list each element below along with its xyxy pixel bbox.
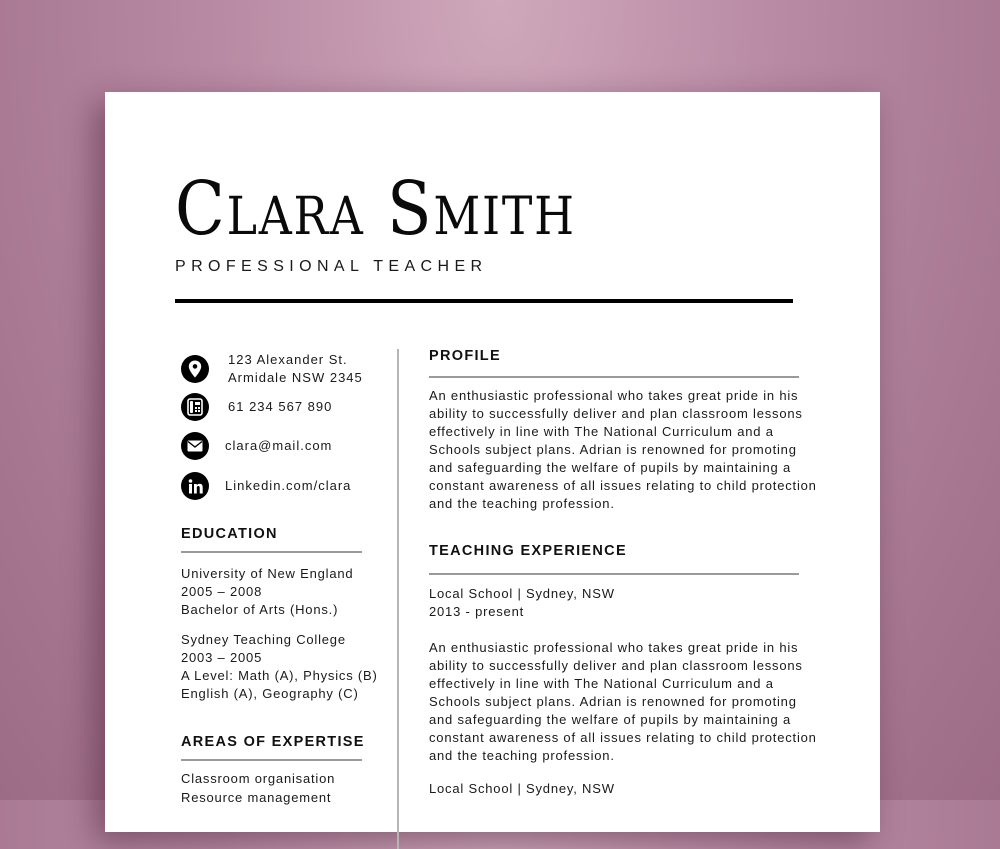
experience-heading: TEACHING EXPERIENCE bbox=[429, 543, 627, 559]
experience-rule bbox=[429, 573, 799, 575]
expertise-list bbox=[181, 769, 381, 807]
expertise-rule bbox=[181, 759, 362, 761]
education-detail: Bachelor of Arts (Hons.) bbox=[181, 602, 339, 617]
profile-line: An enthusiastic professional who takes great pride in his bbox=[429, 388, 799, 403]
resume-title: PROFESSIONAL TEACHER bbox=[175, 258, 488, 275]
profile-heading: PROFILE bbox=[429, 348, 501, 364]
job-line: and safeguarding the welfare of pupils by maintaining a bbox=[429, 712, 791, 727]
job-header bbox=[429, 585, 824, 621]
header-divider bbox=[175, 299, 793, 303]
education-dates: 2005 – 2008 bbox=[181, 584, 263, 599]
resume-name: Clara Smith bbox=[175, 166, 576, 252]
column-divider bbox=[397, 349, 399, 849]
education-detail: English (A), Geography (C) bbox=[181, 686, 359, 701]
education-entry bbox=[181, 565, 381, 619]
profile-text bbox=[429, 387, 824, 513]
job-description bbox=[429, 639, 824, 765]
profile-line: and safeguarding the welfare of pupils by maintaining a bbox=[429, 460, 791, 475]
contact-email bbox=[181, 432, 332, 460]
education-rule bbox=[181, 551, 362, 553]
education-heading: EDUCATION bbox=[181, 526, 278, 542]
expertise-heading: AREAS OF EXPERTISE bbox=[181, 734, 365, 750]
contact-phone-text: 61 234 567 890 bbox=[228, 399, 333, 414]
job-line: and the teaching profession. bbox=[429, 748, 615, 763]
profile-line: effectively in line with The National Curriculum and a bbox=[429, 424, 774, 439]
job-employer: Local School | Sydney, NSW bbox=[429, 781, 615, 796]
contact-email-text: clara@mail.com bbox=[225, 438, 333, 453]
job-line: constant awareness of all issues relating to child protection bbox=[429, 730, 817, 745]
contact-address bbox=[181, 351, 363, 387]
address-line-1: 123 Alexander St. bbox=[228, 352, 348, 367]
education-school: Sydney Teaching College bbox=[181, 632, 346, 647]
profile-line: and the teaching profession. bbox=[429, 496, 615, 511]
job-line: effectively in line with The National Curriculum and a bbox=[429, 676, 774, 691]
education-dates: 2003 – 2005 bbox=[181, 650, 263, 665]
profile-rule bbox=[429, 376, 799, 378]
envelope-icon bbox=[181, 432, 209, 460]
job-line: Schools subject plans. Adrian is renowned for promoting bbox=[429, 694, 797, 709]
profile-line: constant awareness of all issues relating to child protection bbox=[429, 478, 817, 493]
education-detail: A Level: Math (A), Physics (B) bbox=[181, 668, 378, 683]
job-header bbox=[429, 780, 824, 798]
profile-line: Schools subject plans. Adrian is renowned for promoting bbox=[429, 442, 797, 457]
expertise-item: Resource management bbox=[181, 790, 332, 805]
location-pin-icon bbox=[181, 355, 209, 383]
education-school: University of New England bbox=[181, 566, 354, 581]
linkedin-icon bbox=[181, 472, 209, 500]
address-line-2: Armidale NSW 2345 bbox=[228, 370, 363, 385]
contact-phone bbox=[181, 393, 332, 421]
contact-linkedin-text: Linkedin.com/clara bbox=[225, 478, 352, 493]
expertise-item: Classroom organisation bbox=[181, 771, 336, 786]
contact-address-text bbox=[228, 351, 363, 387]
job-dates: 2013 - present bbox=[429, 604, 525, 619]
telephone-icon bbox=[181, 393, 209, 421]
education-entry bbox=[181, 631, 381, 703]
job-line: ability to successfully deliver and plan classroom lessons bbox=[429, 658, 803, 673]
job-line: An enthusiastic professional who takes great pride in his bbox=[429, 640, 799, 655]
resume-sheet bbox=[105, 92, 880, 832]
profile-line: ability to successfully deliver and plan classroom lessons bbox=[429, 406, 803, 421]
contact-linkedin bbox=[181, 472, 351, 500]
job-employer: Local School | Sydney, NSW bbox=[429, 586, 615, 601]
